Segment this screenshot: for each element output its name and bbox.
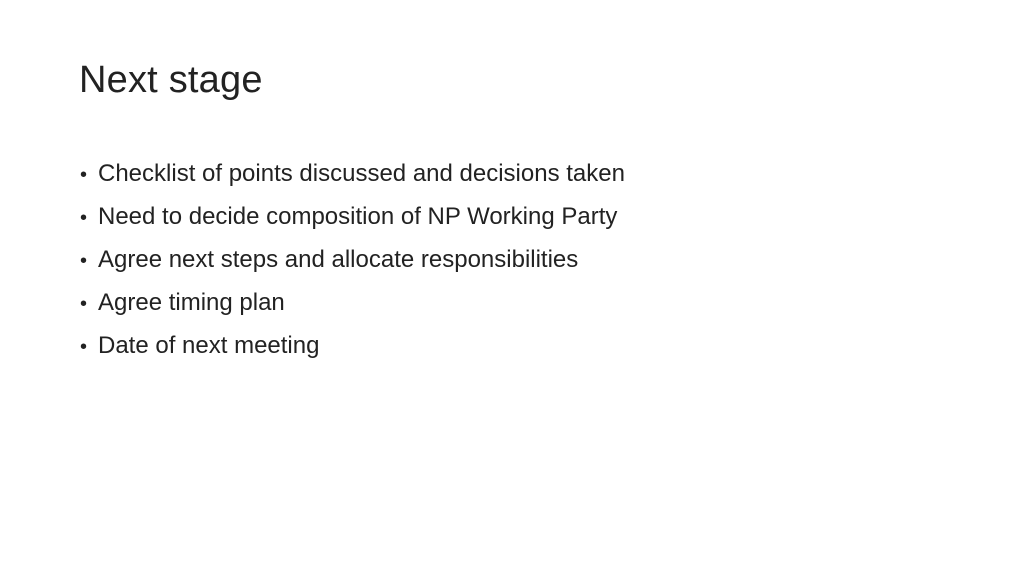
bullet-dot-icon: • bbox=[80, 336, 88, 358]
bullet-text: Need to decide composition of NP Working Party bbox=[98, 203, 618, 230]
bullet-dot-icon: • bbox=[80, 250, 88, 272]
bullet-item bbox=[80, 152, 625, 195]
bullet-item bbox=[80, 238, 625, 281]
bullet-dot-icon: • bbox=[80, 293, 88, 315]
bullet-item bbox=[80, 324, 625, 367]
bullet-text: Agree next steps and allocate responsibilities bbox=[98, 246, 579, 273]
bullet-item bbox=[80, 195, 625, 238]
bullet-text: Date of next meeting bbox=[98, 332, 320, 359]
bullet-dot-icon: • bbox=[80, 164, 88, 186]
bullet-list bbox=[80, 152, 625, 367]
bullet-item bbox=[80, 281, 625, 324]
bullet-dot-icon: • bbox=[80, 207, 88, 229]
bullet-text: Agree timing plan bbox=[98, 289, 285, 316]
slide-title: Next stage bbox=[79, 59, 263, 101]
bullet-text: Checklist of points discussed and decisions taken bbox=[98, 160, 625, 187]
